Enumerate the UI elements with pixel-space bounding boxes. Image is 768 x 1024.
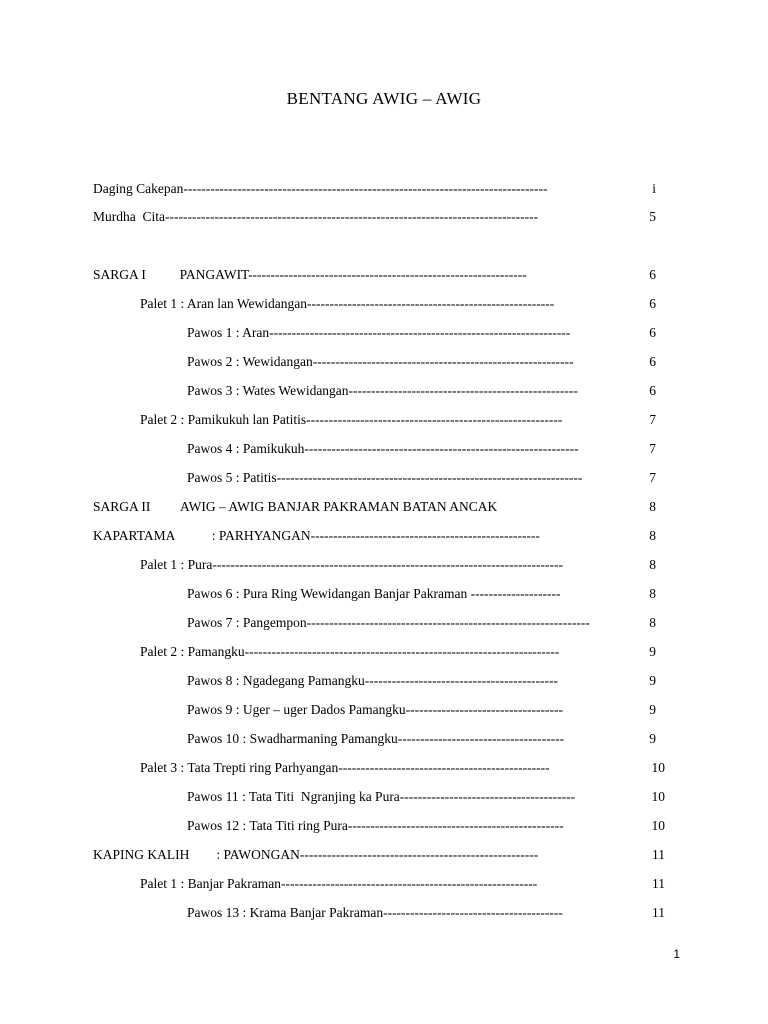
toc-entry-page: 6 [649,354,656,369]
toc-entry-page: 8 [649,499,656,514]
toc-entry [93,265,656,285]
toc-entry [140,410,656,430]
toc-entry-text: Pawos 13 : Krama Banjar Pakraman---------------------------------------- [187,905,563,920]
toc-entry [187,323,656,343]
toc-entry [187,439,656,459]
toc-entry [140,758,665,778]
footer-page-number: 1 [673,947,680,961]
toc-entry-page: 8 [649,586,656,601]
toc-entry-page: i [652,181,656,196]
toc-entry-page: 11 [652,876,665,891]
toc-entry [187,729,656,749]
toc-entry [187,816,665,836]
document-title: BENTANG AWIG – AWIG [286,89,482,108]
toc-entry [93,526,656,546]
toc-entry-text: Pawos 9 : Uger – uger Dados Pamangku----------------------------------- [187,702,563,717]
toc-entry-page: 6 [649,296,656,311]
toc-entry-page: 8 [649,528,656,543]
toc-entry [187,584,656,604]
toc-entry-text: Pawos 11 : Tata Titi Ngranjing ka Pura--------------------------------------- [187,789,576,804]
toc-entry-text: Palet 2 : Pamikukuh lan Patitis--------------------------------------------------------- [140,412,563,427]
toc-entry-page: 8 [649,557,656,572]
toc-entry [187,903,665,923]
toc-entry [187,700,656,720]
toc-entry-text: Pawos 5 : Patitis-------------------------------------------------------------------- [187,470,583,485]
toc-entry-text: SARGA I PANGAWIT-------------------------------------------------------------- [93,267,527,282]
toc-entry-page: 6 [649,267,656,282]
toc-entry-page: 8 [649,615,656,630]
toc-entry-text: Palet 3 : Tata Trepti ring Parhyangan----------------------------------------------- [140,760,550,775]
toc-entry-text: Pawos 10 : Swadharmaning Pamangku------------------------------------- [187,731,565,746]
toc-entry-page: 10 [651,789,665,804]
toc-entry-text: KAPING KALIH : PAWONGAN----------------------------------------------------- [93,847,539,862]
toc-entry [187,468,656,488]
toc-entry-page: 5 [649,209,656,224]
toc-entry-page: 9 [649,644,656,659]
toc-entry-text: Pawos 4 : Pamikukuh------------------------------------------------------------- [187,441,579,456]
toc-entry-page: 6 [649,383,656,398]
toc-entry-text: Pawos 2 : Wewidangan---------------------------------------------------------- [187,354,574,369]
toc-entry-text: KAPARTAMA : PARHYANGAN--------------------------------------------------- [93,528,540,543]
toc-entry [187,352,656,372]
toc-entry-page: 9 [649,702,656,717]
toc-entry [140,874,665,894]
toc-entry [187,381,656,401]
toc-entry-page: 9 [649,731,656,746]
toc-entry [187,613,656,633]
toc-entry [93,497,656,517]
toc-entry [140,555,656,575]
toc-entry-text: Palet 1 : Pura------------------------------------------------------------------------------ [140,557,564,572]
toc-entry [93,179,656,199]
toc-entry-text: Murdha Cita----------------------------------------------------------------------------------- [93,209,539,224]
toc-entry-page: 9 [649,673,656,688]
toc-entry-text: Pawos 3 : Wates Wewidangan--------------------------------------------------- [187,383,578,398]
toc-entry-text: Palet 2 : Pamangku---------------------------------------------------------------------- [140,644,560,659]
toc-entry-page: 7 [649,412,656,427]
toc-entry-text: Daging Cakepan--------------------------------------------------------------------------------- [93,181,548,196]
toc-entry-page: 7 [649,470,656,485]
toc-entry [140,294,656,314]
toc-entry-text: SARGA II AWIG – AWIG BANJAR PAKRAMAN BATAN ANCAK [93,499,498,514]
toc-entry [187,671,656,691]
toc-entry-page: 11 [652,905,665,920]
toc-entry-text: Pawos 8 : Ngadegang Pamangku------------------------------------------- [187,673,559,688]
toc-entry-text: Pawos 12 : Tata Titi ring Pura------------------------------------------------ [187,818,564,833]
toc-entry-text: Pawos 6 : Pura Ring Wewidangan Banjar Pakraman -------------------- [187,586,561,601]
toc-entry-page: 11 [652,847,665,862]
toc-entry-text: Pawos 1 : Aran------------------------------------------------------------------- [187,325,571,340]
toc-entry-text: Palet 1 : Banjar Pakraman--------------------------------------------------------- [140,876,538,891]
toc-entry-text: Pawos 7 : Pangempon--------------------------------------------------------------- [187,615,590,630]
toc-entry-page: 10 [651,818,665,833]
toc-entry-page: 10 [651,760,665,775]
toc-entry-page: 7 [649,441,656,456]
toc-entry [93,207,656,227]
toc-entry [187,787,665,807]
toc-entry-page: 6 [649,325,656,340]
toc-entry [140,642,656,662]
toc-entry-text: Palet 1 : Aran lan Wewidangan------------------------------------------------------- [140,296,555,311]
toc-entry [93,845,665,865]
